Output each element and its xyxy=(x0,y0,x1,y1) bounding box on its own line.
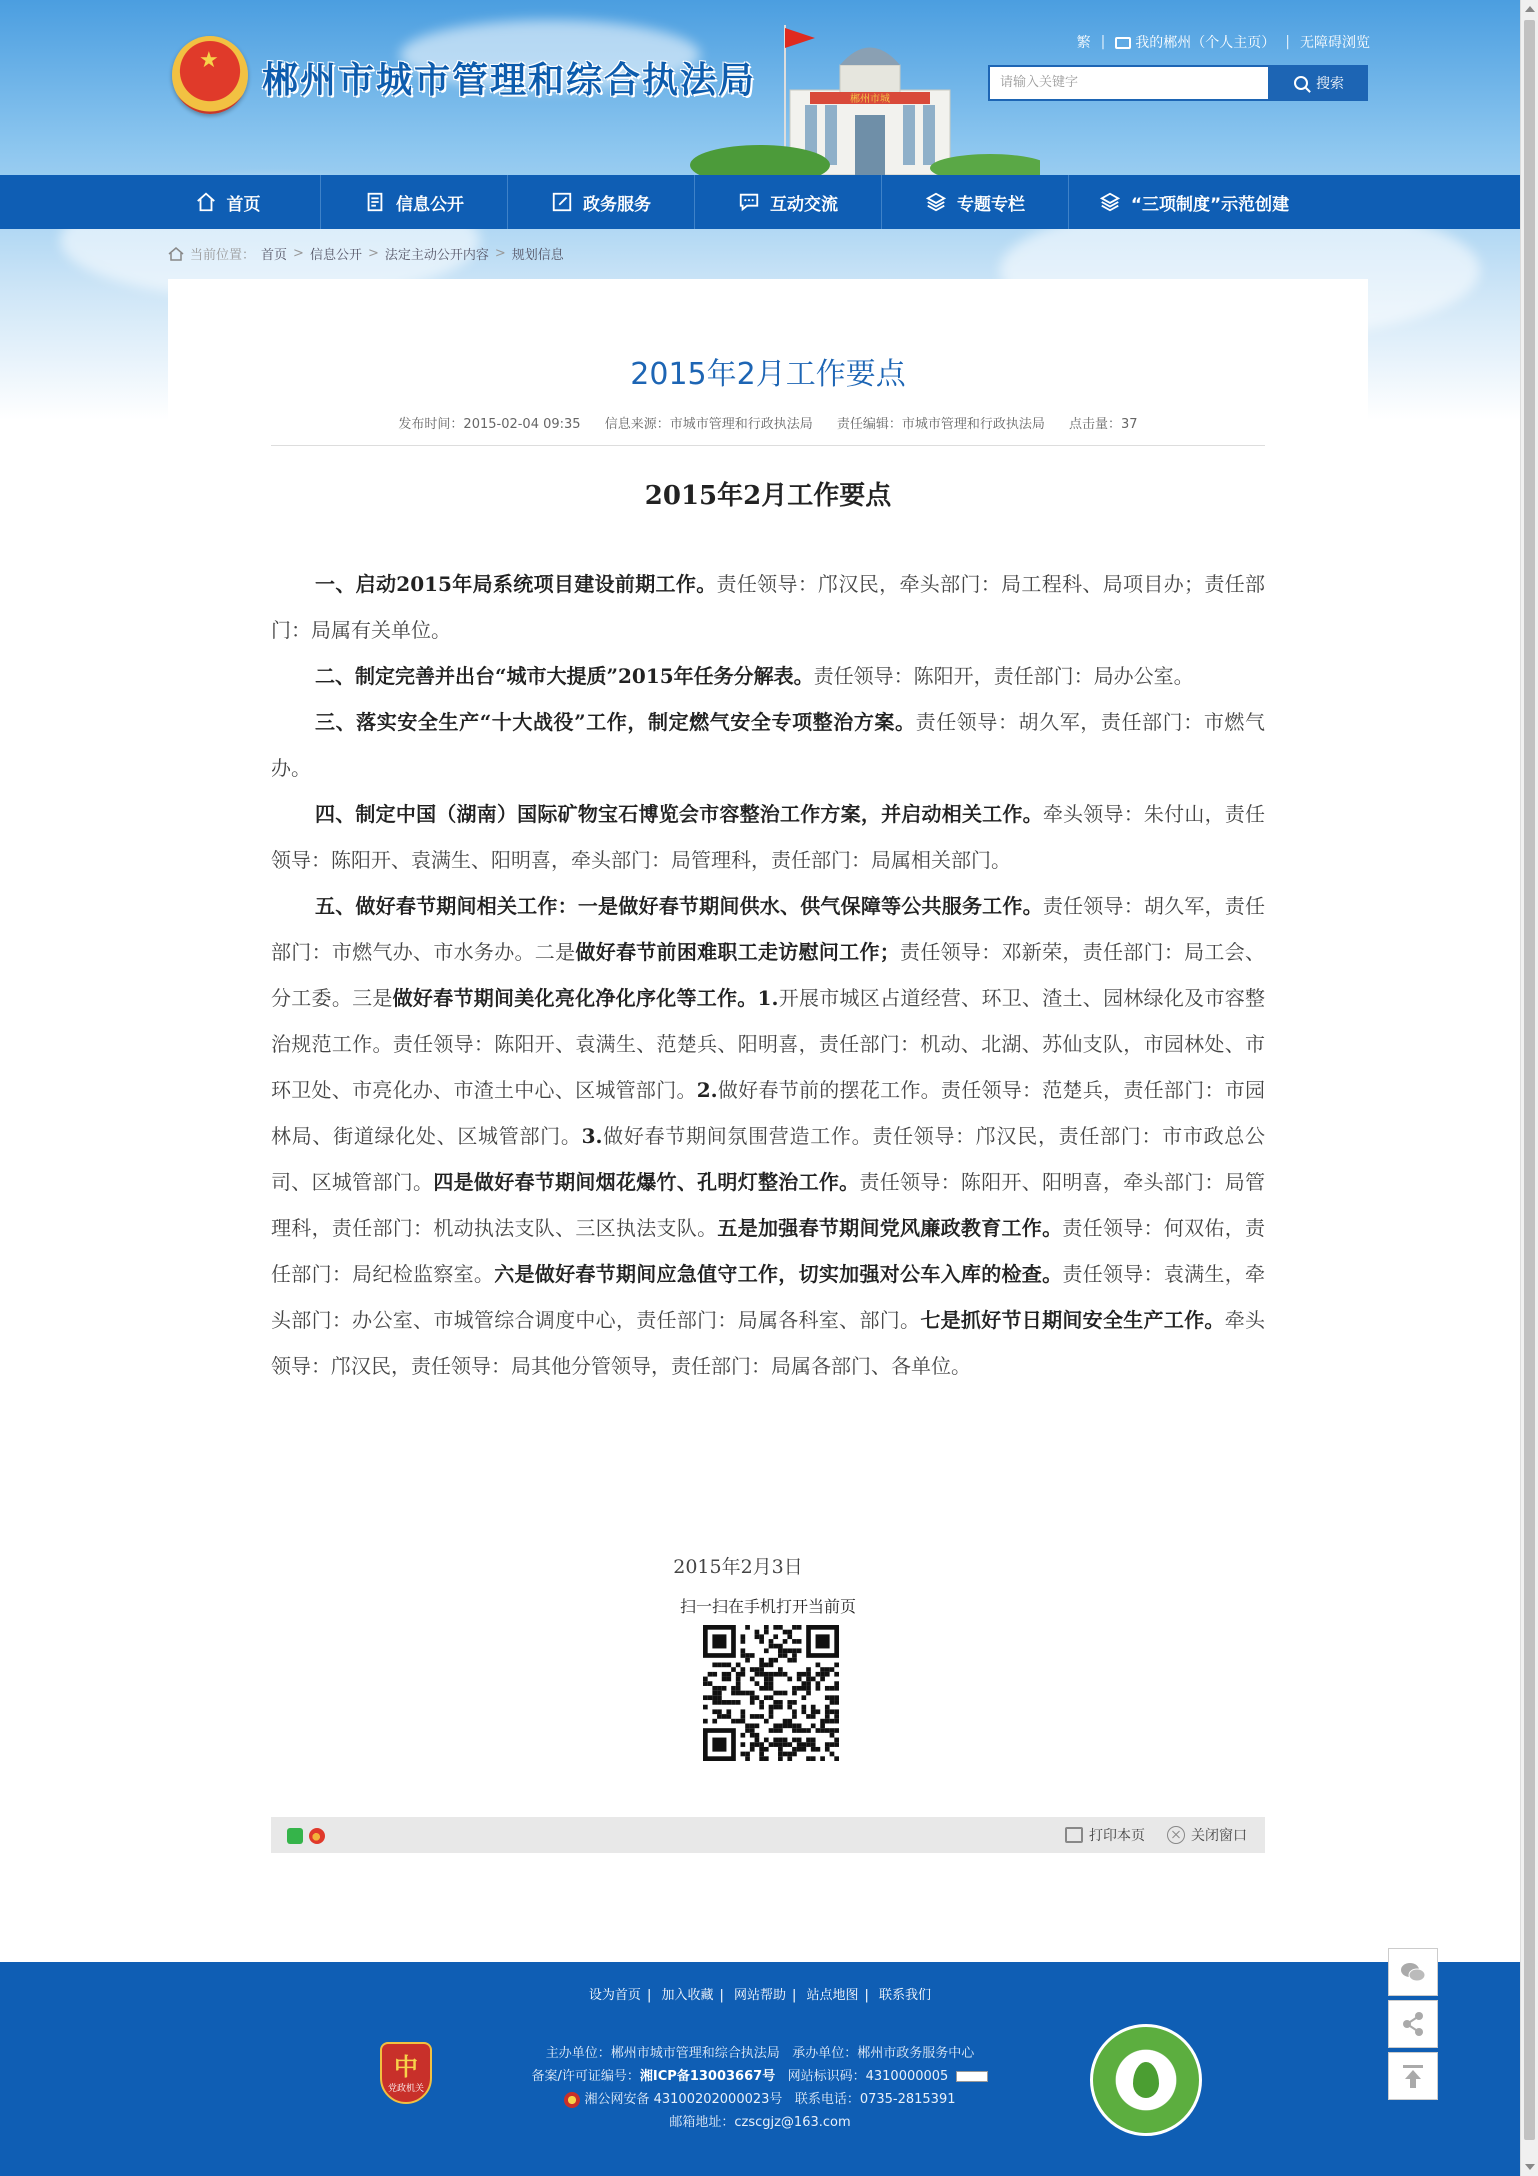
float-wechat-button[interactable] xyxy=(1388,1948,1438,1996)
body-text: 责任领导：陈阳开、阳明喜，牵头部门：局管理科，责任部门：机动执法支队、三区执法支队。 xyxy=(271,1170,1266,1240)
badge-label: 党政机关 xyxy=(387,2083,424,2094)
traditional-chinese-link[interactable]: 繁 xyxy=(1076,35,1091,51)
wechat-share-icon[interactable] xyxy=(287,1828,303,1844)
article-paragraph xyxy=(271,699,1265,791)
bold-text: 七是抓好节日期间安全生产工作。 xyxy=(920,1308,1225,1332)
breadcrumb-separator: > xyxy=(293,246,304,261)
body-text: 开展市城区占道经营、环卫、渣土、园林绿化及市容整治规范工作。责任领导：陈阳开、袁满生、范楚兵、阳明喜，责任部门：机动、北湖、苏仙支队，市园林处、市环卫处、市亮化办、市渣土中心、区城管部门。 xyxy=(271,986,1265,1102)
scroll-down-icon[interactable] xyxy=(1525,2164,1535,2170)
float-share-button[interactable] xyxy=(1388,2000,1438,2048)
float-back-to-top-button[interactable] xyxy=(1388,2052,1438,2100)
footer-icp-link[interactable]: 湘ICP备13003667号 xyxy=(639,2069,776,2084)
article-meta xyxy=(168,413,1368,432)
breadcrumb-separator: > xyxy=(367,246,379,261)
leaf-icon xyxy=(1133,2062,1159,2098)
home-icon xyxy=(195,191,217,213)
footer-icp-label: 备案/许可证编号： xyxy=(531,2069,640,2084)
home-icon xyxy=(168,247,184,261)
body-text: 责任领导：何双佑，责任部门：局纪检监察室。 xyxy=(271,1216,1266,1286)
bold-text: 五、做好春节期间相关工作：一是做好春节期间供水、供气保障等公共服务工作。 xyxy=(315,894,1043,918)
footer-link-sitemap[interactable]: 站点地图 xyxy=(806,1988,859,2003)
nav-item-three-systems[interactable] xyxy=(1069,175,1319,229)
breadcrumb-item-info[interactable]: 信息公开 xyxy=(309,248,362,263)
weibo-share-icon[interactable] xyxy=(309,1828,325,1844)
divider xyxy=(271,445,1265,446)
nav-item-info-disclosure[interactable] xyxy=(321,175,508,229)
breadcrumb-item-statutory[interactable]: 法定主动公开内容 xyxy=(384,248,489,263)
breadcrumb-separator: > xyxy=(494,246,506,261)
footer-police-record[interactable]: 湘公网安备 43100202000023号 xyxy=(584,2092,783,2107)
bold-text: 3. xyxy=(581,1124,603,1148)
bold-text: 2. xyxy=(696,1078,718,1102)
site-header xyxy=(0,0,1520,175)
bold-text: 做好春节期间美化亮化净化序化等工作。1. xyxy=(392,986,779,1010)
chat-icon xyxy=(738,191,760,213)
article-paragraph xyxy=(271,653,1265,699)
body-text: 责任领导：邝汉民，牵头部门：局工程科、局项目办；责任部门：局属有关单位。 xyxy=(271,572,1265,642)
site-title: 郴州市城市管理和综合执法局 xyxy=(262,60,757,101)
publish-time: 发布时间：2015-02-04 09:35 xyxy=(398,417,581,432)
body-text: 责任领导：胡久军，责任部门：市燃气办、市水务办。二是 xyxy=(271,894,1266,964)
search-input[interactable]: 请输入关键字 xyxy=(988,65,1270,101)
nav-label: “三项制度”示范创建 xyxy=(1130,194,1290,215)
monitor-icon xyxy=(1115,37,1131,49)
nav-item-interaction[interactable] xyxy=(695,175,882,229)
article-body xyxy=(271,561,1265,1389)
body-text: 做好春节期间氛围营造工作。责任领导：邝汉民，责任部门：市市政总公司、区城管部门。 xyxy=(271,1124,1266,1194)
body-text: 牵头领导：朱付山，责任领导：陈阳开、袁满生、阳明喜，牵头部门：局管理科，责任部门：局属相关部门。 xyxy=(271,802,1266,872)
breadcrumb-item-planning[interactable]: 规划信息 xyxy=(511,248,564,263)
body-text: 责任领导：袁满生，牵头部门：办公室、市城管综合调度中心，责任部门：局属各科室、部门。 xyxy=(271,1262,1266,1332)
footer-link-help[interactable]: 网站帮助 xyxy=(733,1988,786,2003)
scrollbar-thumb[interactable] xyxy=(1524,20,1535,2140)
footer-links: 设为首页 | 加入收藏 | 网站帮助 | 站点地图 | 联系我们 xyxy=(588,1988,932,2003)
bold-text: 四、制定中国（湖南）国际矿物宝石博览会市容整治工作方案，并启动相关工作。 xyxy=(315,802,1043,826)
body-text: 责任领导：陈阳开，责任部门：局办公室。 xyxy=(813,664,1194,688)
footer-phone: 联系电话：0735-2815391 xyxy=(794,2092,956,2107)
print-button[interactable] xyxy=(1065,1825,1145,1845)
nav-label: 信息公开 xyxy=(396,194,464,215)
civilized-website-badge[interactable] xyxy=(1090,2024,1202,2136)
nav-item-special-topics[interactable] xyxy=(882,175,1069,229)
nav-label: 首页 xyxy=(226,194,261,215)
main-nav xyxy=(0,175,1520,229)
scroll-up-icon[interactable] xyxy=(1525,6,1535,12)
search-icon xyxy=(1294,76,1308,90)
separator: | xyxy=(1285,34,1290,50)
body-text: 做好春节前的摆花工作。责任领导：范楚兵，责任部门：市园林局、街道绿化处、区城管部门。 xyxy=(271,1078,1266,1148)
layers-icon xyxy=(1099,191,1121,213)
bold-text: 三、落实安全生产“十大战役”工作，制定燃气安全专项整治方案。 xyxy=(315,710,916,734)
close-window-button[interactable] xyxy=(1167,1825,1247,1845)
footer-link-set-homepage[interactable]: 设为首页 xyxy=(588,1988,641,2003)
bold-text: 做好春节前困难职工走访慰问工作； xyxy=(575,940,900,964)
bold-text: 四是做好春节期间烟花爆竹、孔明灯整治工作。 xyxy=(433,1170,860,1194)
close-icon xyxy=(1167,1826,1185,1844)
close-label: 关闭窗口 xyxy=(1191,1828,1247,1844)
article-paragraph xyxy=(271,791,1265,883)
footer-link-contact[interactable]: 联系我们 xyxy=(879,1988,932,2003)
building-sign: 郴州市城 xyxy=(850,94,890,105)
edit-icon xyxy=(551,191,573,213)
search-button[interactable] xyxy=(1270,65,1368,101)
bold-text: 五是加强春节期间党风廉政教育工作。 xyxy=(717,1216,1063,1240)
article-date: 2015年2月3日 xyxy=(673,1556,803,1578)
share-icon xyxy=(1398,2009,1428,2039)
share-bar xyxy=(271,1817,1265,1853)
responsible-editor: 责任编辑：市城市管理和行政执法局 xyxy=(836,417,1045,432)
article-paragraph xyxy=(271,883,1265,1389)
footer-link-add-favorite[interactable]: 加入收藏 xyxy=(661,1988,714,2003)
print-label: 打印本页 xyxy=(1089,1828,1145,1844)
breadcrumb xyxy=(168,244,564,263)
my-chenzhou-label: 我的郴州（个人主页） xyxy=(1135,35,1276,51)
floating-toolbar xyxy=(1388,1948,1438,2104)
footer-undertaker: 承办单位：郴州市政务服务中心 xyxy=(792,2046,975,2061)
back-to-top-icon xyxy=(1398,2061,1428,2091)
breadcrumb-prefix: 当前位置： xyxy=(190,248,256,263)
article-paragraph xyxy=(271,561,1265,653)
separator: | xyxy=(1100,34,1106,50)
qr-caption: 扫一扫在手机打开当前页 xyxy=(679,1597,856,1616)
nav-item-home[interactable] xyxy=(135,175,321,229)
site-footer xyxy=(0,1962,1520,2176)
nav-item-government-services[interactable] xyxy=(508,175,695,229)
body-text: 责任领导：邓新荣，责任部门：局工会、分工委。三是 xyxy=(271,940,1266,1010)
nav-label: 互动交流 xyxy=(770,194,838,215)
national-emblem-logo: ★ xyxy=(172,36,248,114)
nav-label: 专题专栏 xyxy=(957,194,1025,215)
info-source: 信息来源：市城市管理和行政执法局 xyxy=(604,417,813,432)
page-scrollbar[interactable] xyxy=(1520,0,1538,2176)
search-button-label: 搜索 xyxy=(1316,76,1344,92)
bold-text: 六是做好春节期间应急值守工作，切实加强对公车入库的检查。 xyxy=(494,1262,1063,1286)
bold-text: 一、启动2015年局系统项目建设前期工作。 xyxy=(315,572,717,596)
view-count: 点击量：37 xyxy=(1069,417,1138,432)
layers-icon xyxy=(925,191,947,213)
wechat-icon xyxy=(1398,1957,1428,1987)
article-card xyxy=(168,279,1368,1879)
cnzz-stats-icon[interactable] xyxy=(956,2071,988,2082)
document-icon xyxy=(364,191,386,213)
nav-label: 政务服务 xyxy=(583,194,651,215)
article-date-wrapper xyxy=(168,1552,1368,1579)
police-badge-icon xyxy=(564,2092,580,2108)
printer-icon xyxy=(1065,1827,1083,1843)
footer-email: 邮箱地址：czscgjz@163.com xyxy=(669,2115,851,2130)
accessibility-link[interactable]: 无障碍浏览 xyxy=(1300,35,1370,51)
breadcrumb-item-home[interactable]: 首页 xyxy=(261,248,288,263)
article-subtitle: 2015年2月工作要点 xyxy=(644,481,892,511)
footer-info xyxy=(0,2042,1520,2134)
top-links xyxy=(1077,32,1370,52)
my-chenzhou-link[interactable] xyxy=(1115,32,1275,52)
bold-text: 二、制定完善并出台“城市大提质”2015年任务分解表。 xyxy=(315,664,814,688)
footer-sponsor: 主办单位：郴州市城市管理和综合执法局 xyxy=(545,2046,780,2061)
qr-code xyxy=(703,1625,839,1761)
badge-char: 中 xyxy=(394,2052,418,2081)
body-text: 牵头领导：邝汉民，责任领导：局其他分管领导，责任部门：局属各部门、各单位。 xyxy=(271,1308,1266,1378)
body-text: 责任领导：胡久军，责任部门：市燃气办。 xyxy=(271,710,1265,780)
footer-site-code: 网站标识码：4310000005 xyxy=(787,2069,949,2084)
article-title: 2015年2月工作要点 xyxy=(630,357,906,392)
